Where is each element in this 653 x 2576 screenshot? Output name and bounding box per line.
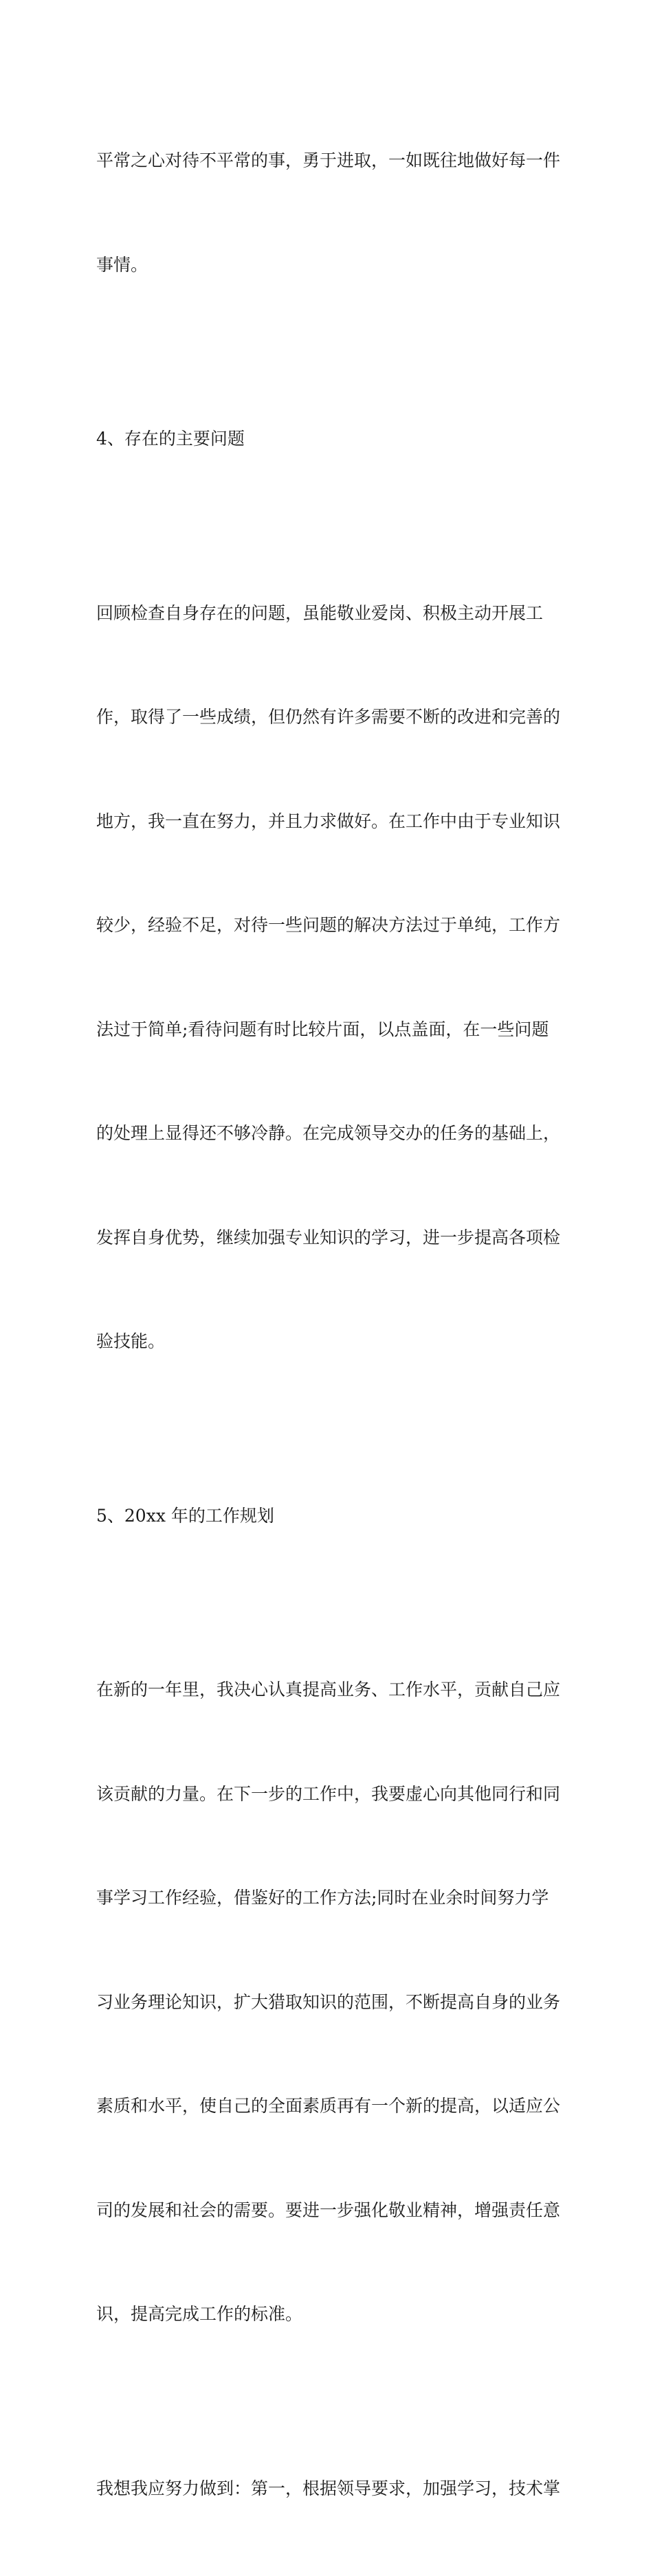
heading-text: 4、存在的主要问题 bbox=[96, 429, 245, 449]
paragraph-problems bbox=[96, 527, 564, 1429]
text-line: 识，提高完成工作的标准。 bbox=[96, 2304, 303, 2324]
heading-text: 5、20xx 年的工作规划 bbox=[96, 1505, 274, 1526]
text-line: 作，取得了一些成绩，但仍然有许多需要不断的改进和完善的 bbox=[96, 707, 561, 727]
text-line: 习业务理论知识，扩大猎取知识的范围，不断提高自身的业务 bbox=[96, 1991, 561, 2012]
text-line: 司的发展和社会的需要。要进一步强化敬业精神，增强责任意 bbox=[96, 2200, 561, 2220]
text-line: 该贡献的力量。在下一步的工作中，我要虚心向其他同行和同 bbox=[96, 1783, 561, 1804]
text-line: 素质和水平，使自己的全面素质再有一个新的提高，以适应公 bbox=[96, 2096, 561, 2116]
text-line: 验技能。 bbox=[96, 1331, 166, 1351]
document-body bbox=[96, 74, 564, 2576]
text-line: 事情。 bbox=[96, 254, 148, 275]
text-line: 回顾检查自身存在的问题，虽能敬业爱岗、积极主动开展工 bbox=[96, 602, 544, 623]
text-line: 较少，经验不足，对待一些问题的解决方法过于单纯，工作方 bbox=[96, 915, 561, 935]
paragraph-plan bbox=[96, 1603, 564, 2402]
text-line: 我想我应努力做到：第一，根据领导要求，加强学习，技术掌 bbox=[96, 2478, 561, 2498]
section-heading-5 bbox=[96, 1430, 564, 1603]
text-line: 事学习工作经验，借鉴好的工作方法;同时在业余时间努力学 bbox=[96, 1888, 549, 1908]
text-line: 平常之心对待不平常的事，勇于进取，一如既往地做好每一件 bbox=[96, 150, 561, 170]
text-line: 发挥自身优势，继续加强专业知识的学习，进一步提高各项检 bbox=[96, 1227, 561, 1247]
text-line: 地方，我一直在努力，并且力求做好。在工作中由于专业知识 bbox=[96, 811, 561, 831]
paragraph-goals bbox=[96, 2402, 564, 2576]
section-heading-4 bbox=[96, 352, 564, 526]
text-line: 法过于简单;看待问题有时比较片面，以点盖面，在一些问题 bbox=[96, 1019, 549, 1039]
text-line: 的处理上显得还不够冷静。在完成领导交办的任务的基础上， bbox=[96, 1123, 561, 1143]
paragraph-continuation bbox=[96, 74, 564, 352]
text-line: 在新的一年里，我决心认真提高业务、工作水平，贡献自己应 bbox=[96, 1680, 561, 1699]
